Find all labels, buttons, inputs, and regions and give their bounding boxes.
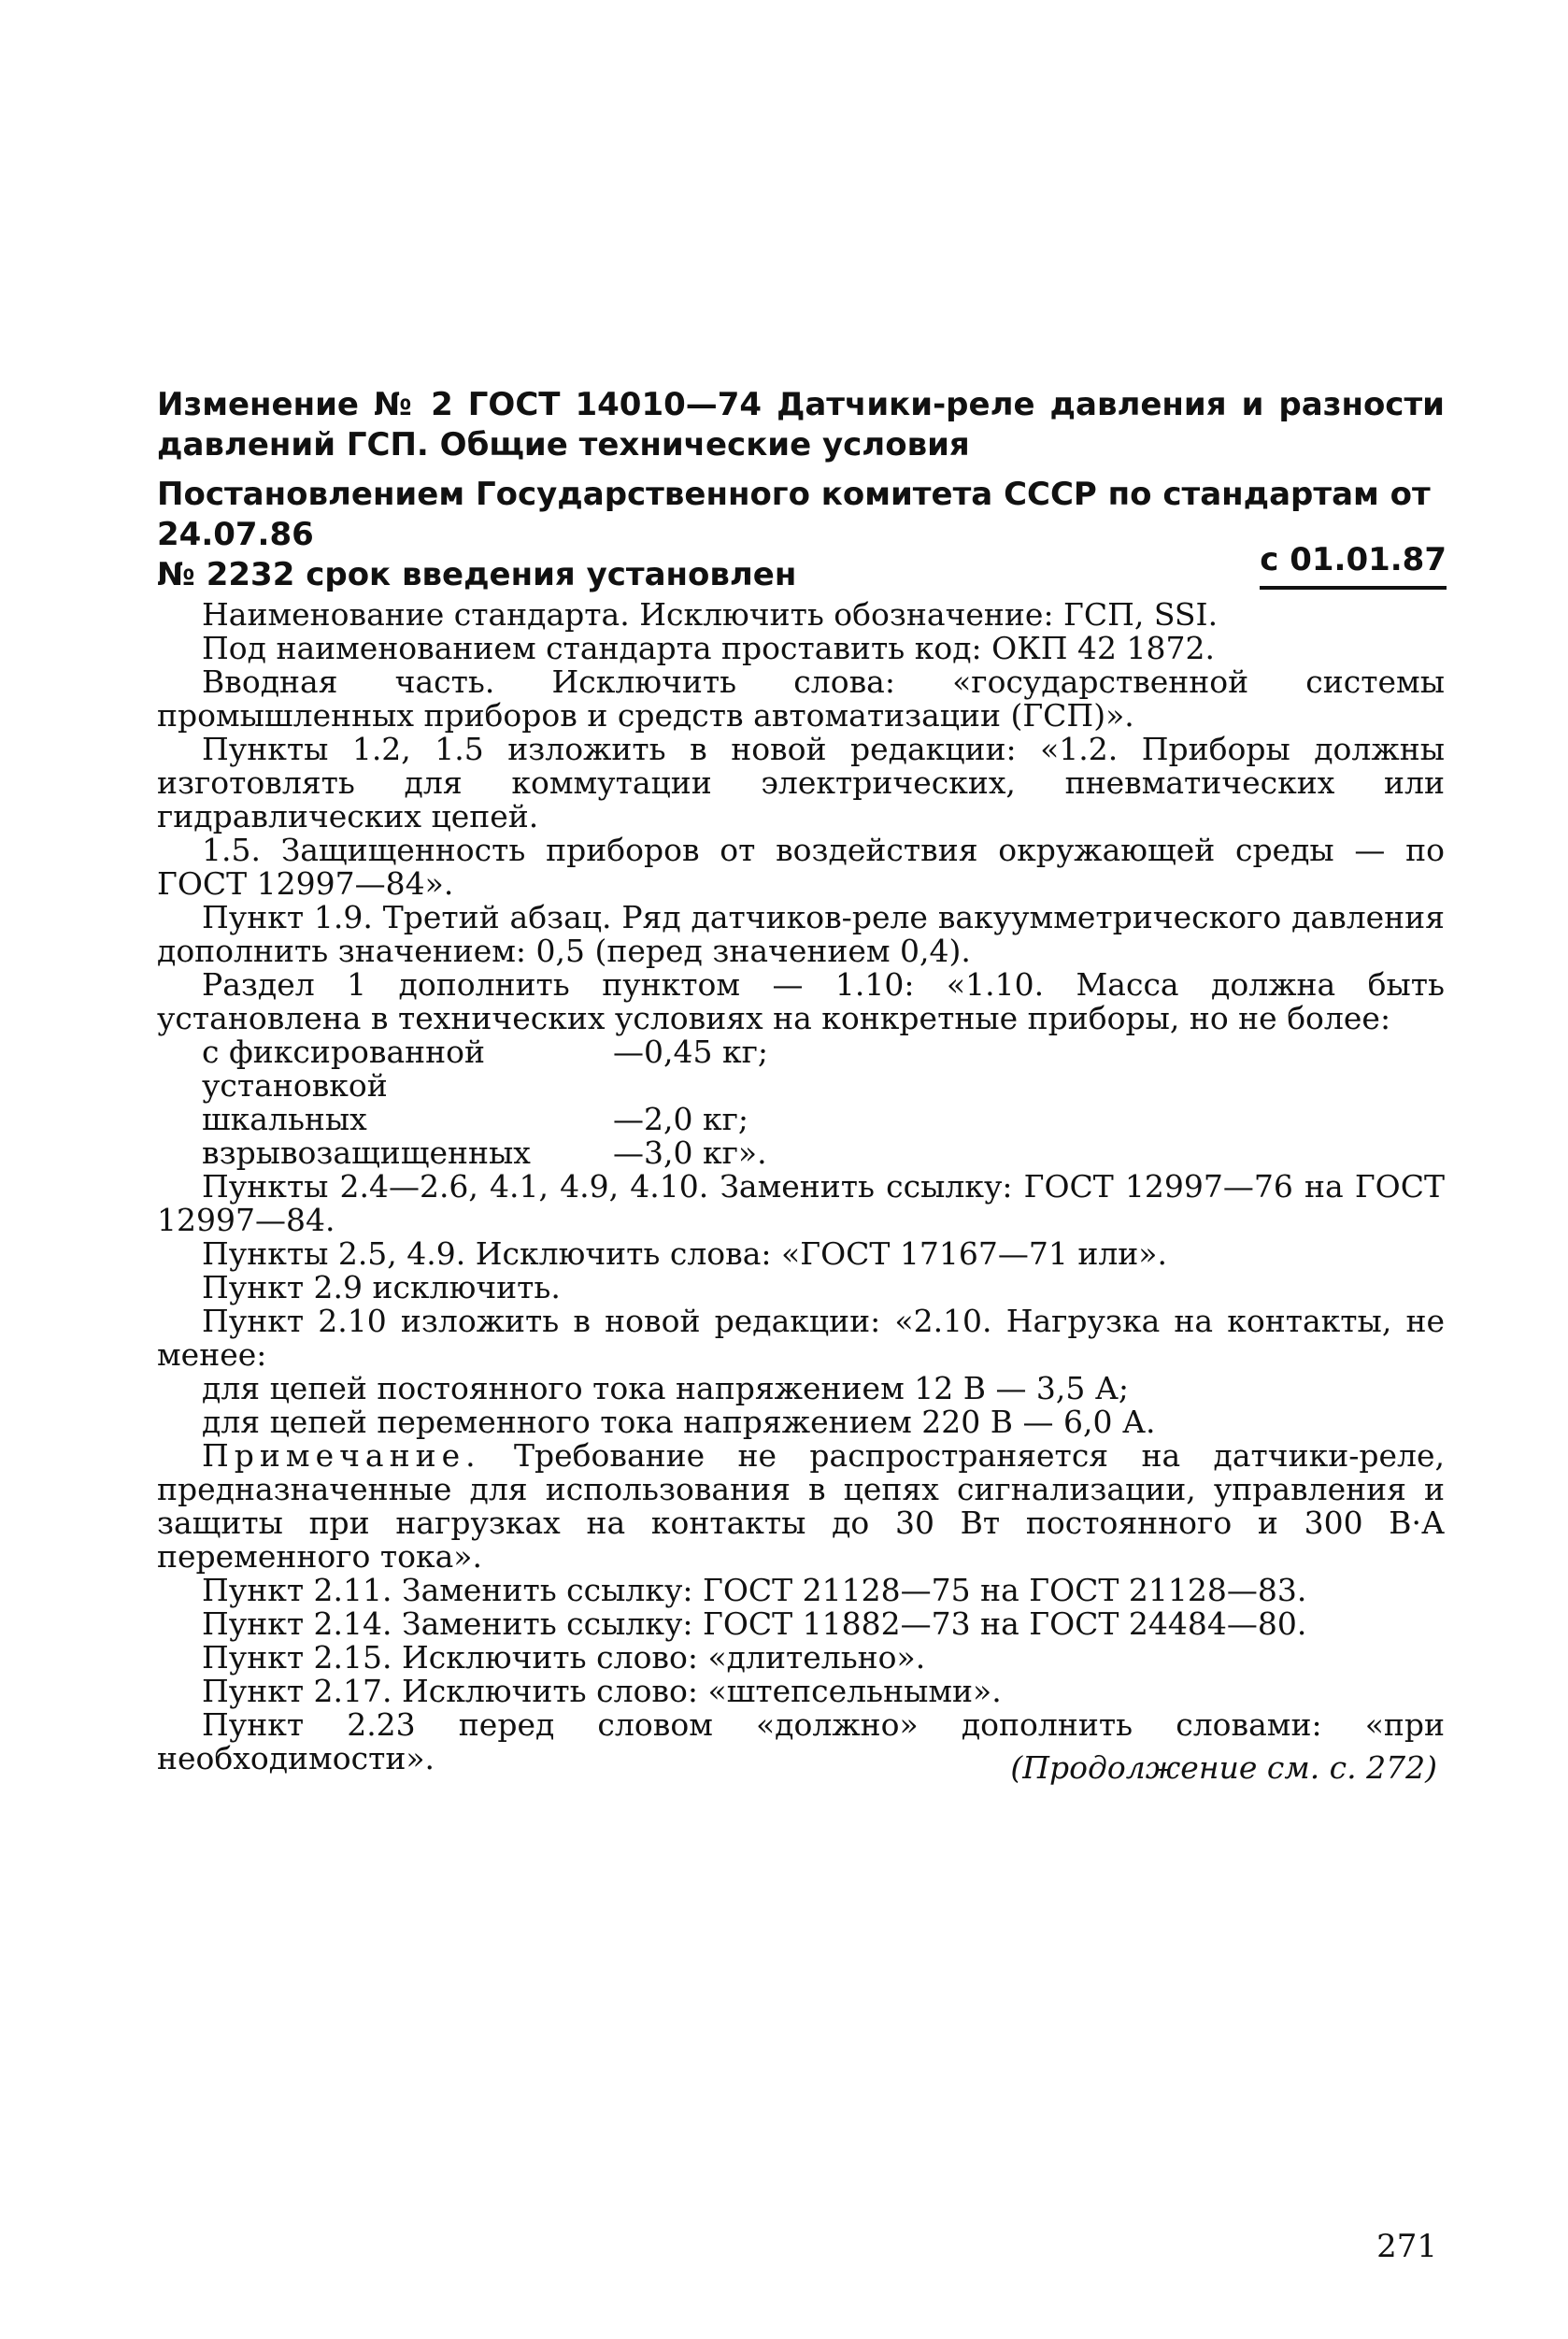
paragraph: 1.5. Защищенность приборов от воздействия окружающей среды — по ГОСТ 12997—84». xyxy=(157,832,1445,902)
paragraph: для цепей переменного тока напряжением 220 В — 6,0 А. xyxy=(202,1404,1156,1440)
mass-value: —2,0 кг; xyxy=(613,1101,749,1137)
mass-value: —0,45 кг; xyxy=(613,1034,768,1070)
paragraph: Пункты 1.2, 1.5 изложить в новой редакции: «1.2. Приборы должны изготовлять для коммутации электрических, пневматических или гидравлических цепей. xyxy=(157,731,1445,834)
mass-row xyxy=(157,1136,1445,1170)
mass-value: —3,0 кг». xyxy=(613,1134,767,1171)
note-text: Требование не распространяется на датчики-реле, предназначенные для использования в цепях сигнализации, управления и защиты при нагрузках на контакты до 30 Вт постоянного и 300 В·А переменного тока». xyxy=(157,1437,1445,1575)
mass-label: шкальных xyxy=(202,1101,367,1137)
paragraph: Пункт 2.23 перед словом «должно» дополнить словами: «при необходимости». xyxy=(157,1706,1445,1776)
decree-line-2: № 2232 срок введения установлен xyxy=(157,556,797,593)
decree-text xyxy=(157,475,1445,595)
paragraph: для цепей постоянного тока напряжением 12 В — 3,5 А; xyxy=(202,1370,1130,1406)
paragraph: Наименование стандарта. Исключить обозначение: ГСП, SSI. xyxy=(202,596,1219,633)
paragraph: Пункт 2.9 исключить. xyxy=(202,1269,561,1305)
paragraph: Пункты 2.4—2.6, 4.1, 4.9, 4.10. Заменить ссылку: ГОСТ 12997—76 на ГОСТ 12997—84. xyxy=(157,1168,1445,1238)
paragraph: Пункт 1.9. Третий абзац. Ряд датчиков-реле вакуумметрического давления дополнить значением: 0,5 (перед значением 0,4). xyxy=(157,899,1445,969)
note-paragraph xyxy=(157,1439,1445,1574)
mass-row xyxy=(157,1103,1445,1136)
paragraph: Раздел 1 дополнить пунктом — 1.10: «1.10. Масса должна быть установлена в технических условиях на конкретные приборы, но не более: xyxy=(157,966,1445,1036)
note-label: Примечание. xyxy=(202,1437,481,1474)
mass-label: с фиксированной установкой xyxy=(202,1034,485,1104)
mass-label: взрывозащищенных xyxy=(202,1134,531,1171)
amendment-title: Изменение № 2 ГОСТ 14010—74 Датчики-реле давления и разности давлений ГСП. Общие технические условия xyxy=(157,386,1445,464)
document-body xyxy=(157,598,1445,1776)
paragraph: Пункт 2.14. Заменить ссылку: ГОСТ 11882—73 на ГОСТ 24484—80. xyxy=(202,1605,1307,1642)
decree-line-1: Постановлением Государственного комитета СССР по стандартам от 24.07.86 xyxy=(157,476,1431,553)
paragraph: Вводная часть. Исключить слова: «государственной системы промышленных приборов и средств автоматизации (ГСП)». xyxy=(157,663,1445,734)
paragraph: Пункты 2.5, 4.9. Исключить слова: «ГОСТ 17167—71 или». xyxy=(202,1235,1167,1272)
paragraph: Пункт 2.10 изложить в новой редакции: «2.10. Нагрузка на контакты, не менее: xyxy=(157,1303,1445,1373)
effective-date: с 01.01.87 xyxy=(1260,540,1447,590)
paragraph: Пункт 2.15. Исключить слово: «длительно». xyxy=(202,1639,926,1676)
paragraph: Пункт 2.17. Исключить слово: «штепсельными». xyxy=(202,1673,1002,1709)
paragraph: Под наименованием стандарта проставить код: ОКП 42 1872. xyxy=(202,630,1215,666)
page-number: 271 xyxy=(1376,2228,1437,2265)
mass-row xyxy=(157,1035,1445,1103)
paragraph: Пункт 2.11. Заменить ссылку: ГОСТ 21128—75 на ГОСТ 21128—83. xyxy=(202,1572,1307,1608)
continuation-note: (Продолжение см. с. 272) xyxy=(1010,1749,1437,1786)
